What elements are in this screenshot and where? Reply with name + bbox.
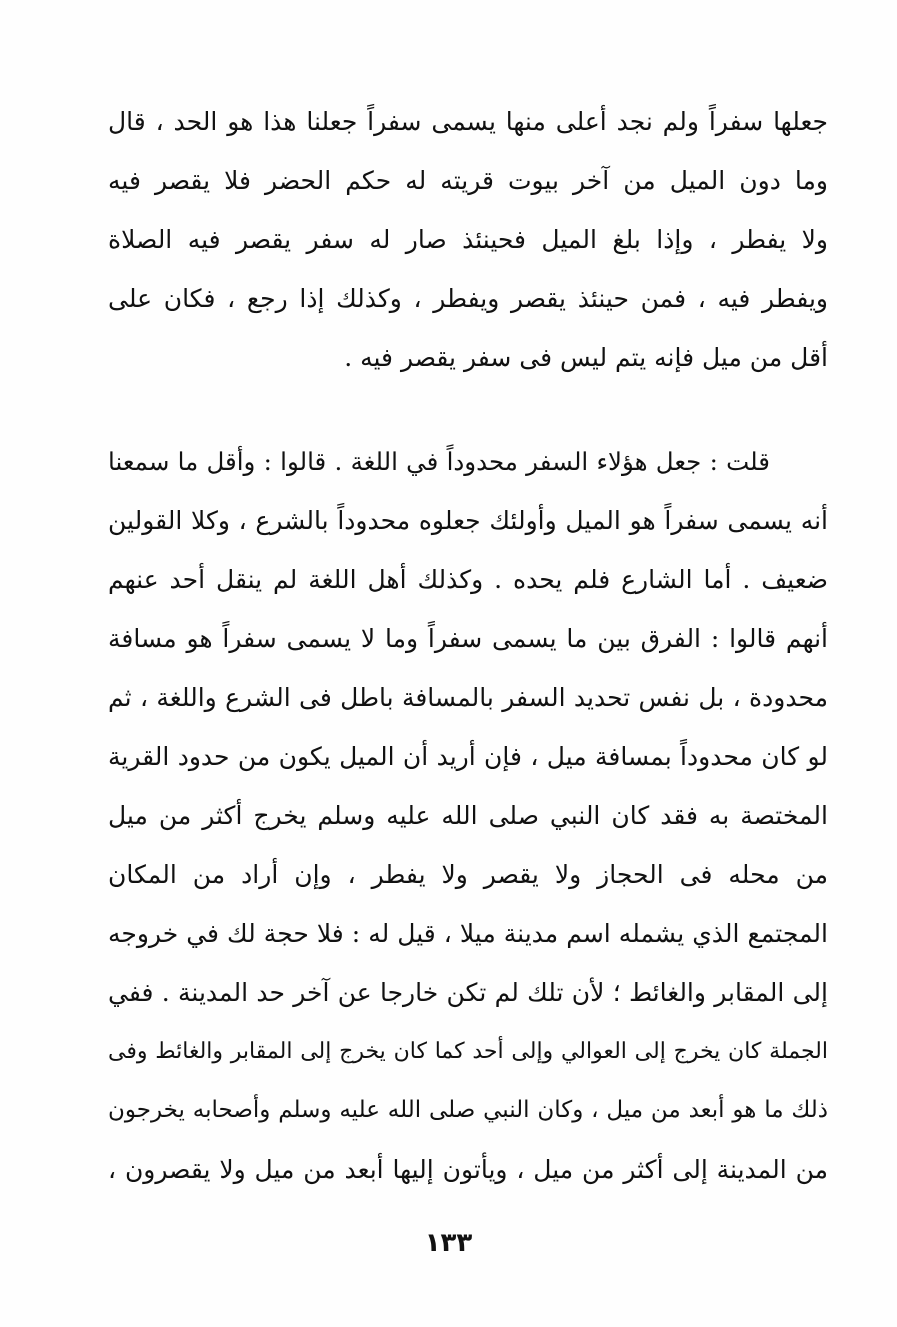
text-line: جعلها سفراً ولم نجد أعلى منها يسمى سفراً جعلنا هذا هو الحد ، قال [108, 107, 828, 136]
text-line: إلى المقابر والغائط ؛ لأن تلك لم تكن خارجا عن آخر حد المدينة . ففي [108, 978, 828, 1007]
text-line: وما دون الميل من آخر بيوت قريته له حكم الحضر فلا يقصر فيه [108, 166, 828, 195]
text-line: أنهم قالوا : الفرق بين ما يسمى سفراً وما لا يسمى سفراً هو مسافة [108, 624, 828, 653]
text-line: ولا يفطر ، وإذا بلغ الميل فحينئذ صار له سفر يقصر فيه الصلاة [108, 225, 828, 254]
text-line: لو كان محدوداً بمسافة ميل ، فإن أريد أن الميل يكون من حدود القرية [108, 742, 828, 771]
text-line: أنه يسمى سفراً هو الميل وأولئك جعلوه محدوداً بالشرع ، وكلا القولين [108, 506, 828, 535]
text-line: من محله فى الحجاز ولا يقصر ولا يفطر ، وإن أراد من المكان [108, 860, 828, 889]
text-line: أقل من ميل فإنه يتم ليس فى سفر يقصر فيه . [344, 343, 828, 372]
text-line: ذلك ما هو أبعد من ميل ، وكان النبي صلى الله عليه وسلم وأصحابه يخرجون [108, 1097, 828, 1123]
paragraph-1 [108, 92, 828, 387]
text-line: ويفطر فيه ، فمن حينئذ يقصر ويفطر ، وكذلك إذا رجع ، فكان على [108, 284, 828, 313]
text-line: محدودة ، بل نفس تحديد السفر بالمسافة باطل فى الشرع واللغة ، ثم [108, 683, 828, 712]
text-line: ضعيف . أما الشارع فلم يحده . وكذلك أهل اللغة لم ينقل أحد عنهم [108, 565, 828, 594]
text-line: من المدينة إلى أكثر من ميل ، ويأتون إليها أبعد من ميل ولا يقصرون ، [108, 1155, 828, 1184]
page-number: ١٣٣ [424, 1228, 473, 1258]
text-line: المختصة به فقد كان النبي صلى الله عليه وسلم يخرج أكثر من ميل [108, 801, 828, 830]
text-line: الجملة كان يخرج إلى العوالي وإلى أحد كما كان يخرج إلى المقابر والغائط وفى [108, 1039, 828, 1064]
text-line: قلت : جعل هؤلاء السفر محدوداً في اللغة . قالوا : وأقل ما سمعنا [108, 447, 770, 476]
text-line: المجتمع الذي يشمله اسم مدينة ميلا ، قيل له : فلا حجة لك في خروجه [108, 919, 828, 948]
paragraph-2 [108, 432, 828, 1199]
